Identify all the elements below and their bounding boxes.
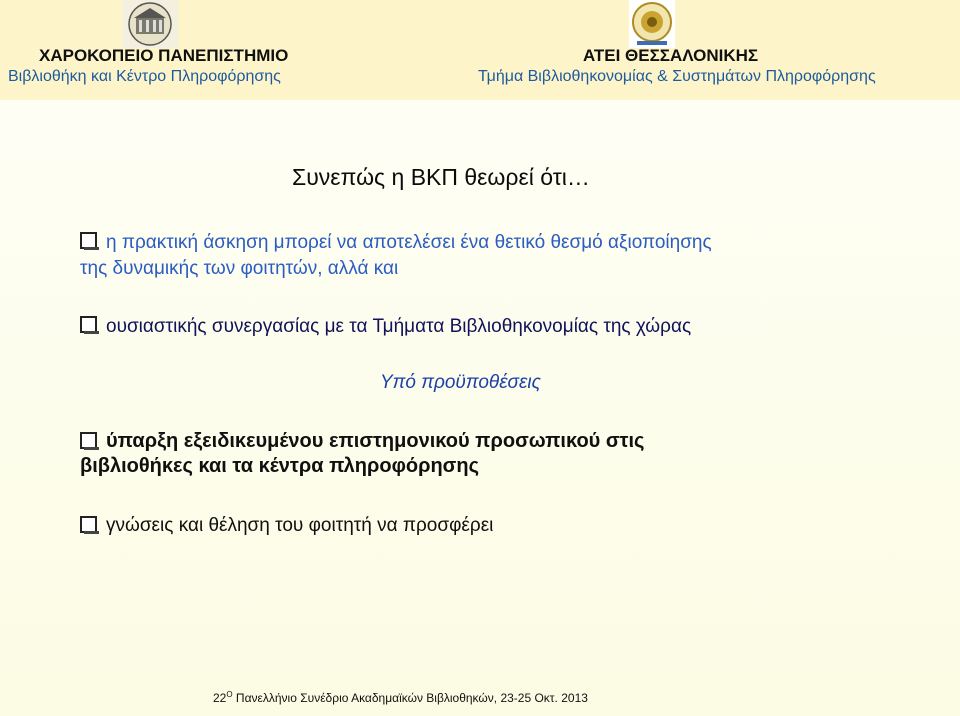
footer-text: Πανελλήνιο Συνέδριο Ακαδημαϊκών Βιβλιοθηκών, 23-25 Οκτ. 2013 <box>232 691 588 705</box>
slide-header <box>0 0 960 100</box>
left-institution-name: ΧΑΡΟΚΟΠΕΙΟ ΠΑΝΕΠΙΣΤΗΜΙΟ <box>39 46 289 65</box>
bullet-3-line-2: βιβλιοθήκες και τα κέντρα πληροφόρησης <box>80 455 479 477</box>
atei-thessaloniki-logo <box>629 0 675 48</box>
slide-body <box>0 100 960 716</box>
right-institution-name: ΑΤΕΙ ΘΕΣΣΑΛΟΝΙΚΗΣ <box>583 46 759 65</box>
checkbox-bullet-icon <box>80 232 97 249</box>
footer-ordinal: Ο <box>226 690 233 699</box>
checkbox-bullet-icon <box>80 432 97 449</box>
footer-number: 22 <box>213 691 227 705</box>
slide-title: Συνεπώς η ΒΚΠ θεωρεί ότι… <box>292 164 590 190</box>
bullet-3-line-1: ύπαρξη εξειδικευμένου επιστημονικού προσωπικού στις <box>106 430 645 452</box>
harokopio-university-logo <box>122 0 178 48</box>
checkbox-bullet-icon <box>80 316 97 333</box>
right-institution-subtitle: Τμήμα Βιβλιοθηκονομίας & Συστημάτων Πληροφόρησης <box>478 68 876 85</box>
conditions-heading: Υπό προϋποθέσεις <box>380 372 541 393</box>
bullet-4-text: γνώσεις και θέληση του φοιτητή να προσφέρει <box>106 515 494 536</box>
left-institution-subtitle: Βιβλιοθήκη και Κέντρο Πληροφόρησης <box>8 68 281 85</box>
bullet-2-text: ουσιαστικής συνεργασίας με τα Τμήματα Βιβλιοθηκονομίας της χώρας <box>106 316 692 337</box>
footer-conference-text <box>213 690 588 705</box>
checkbox-bullet-icon <box>80 516 97 533</box>
bullet-1-line-1: η πρακτική άσκηση μπορεί να αποτελέσει ένα θετικό θεσμό αξιοποίησης <box>106 232 712 253</box>
bullet-1-line-2: της δυναμικής των φοιτητών, αλλά και <box>80 258 399 279</box>
